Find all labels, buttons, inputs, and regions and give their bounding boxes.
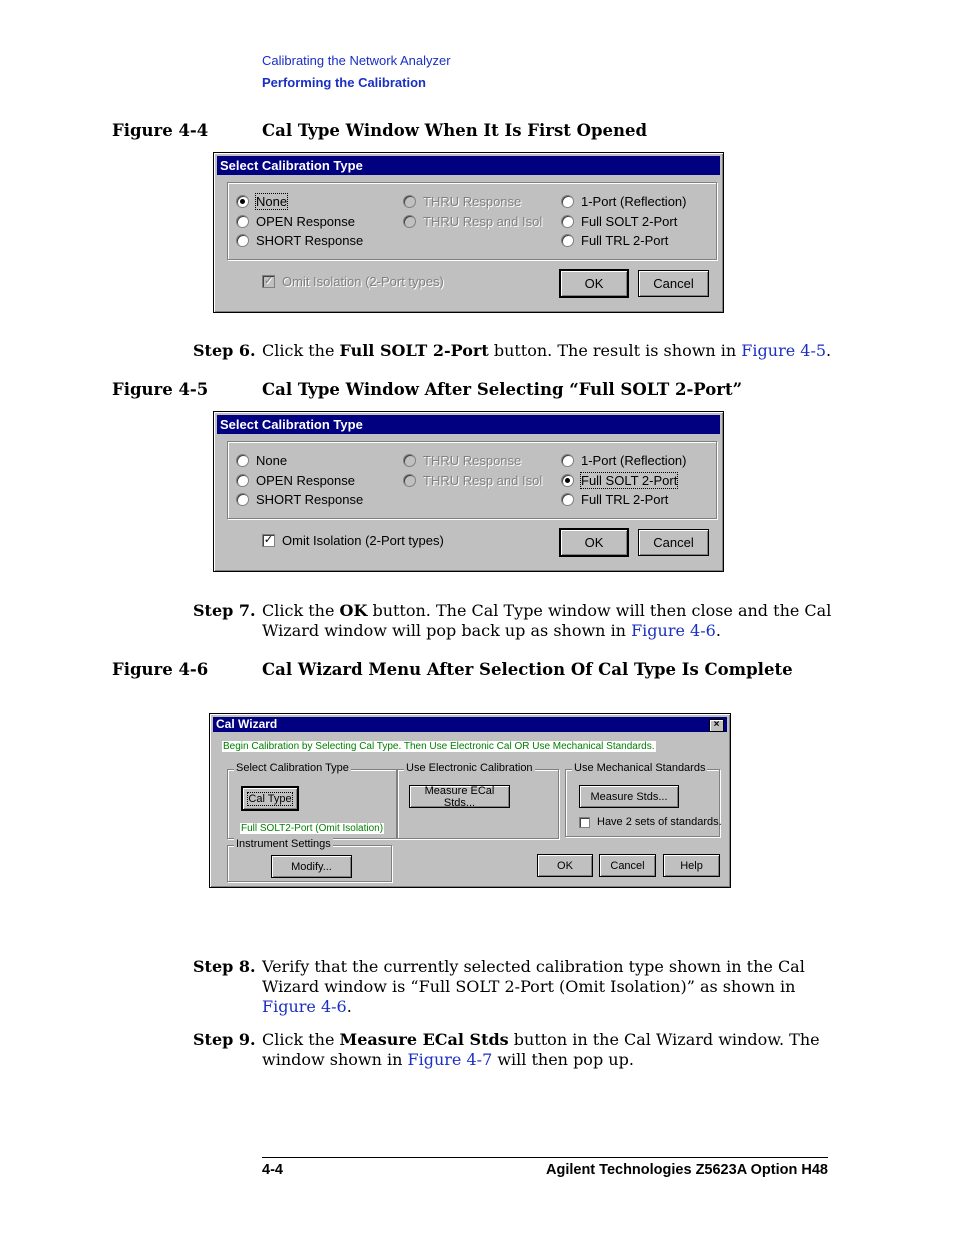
radio-icon — [561, 215, 574, 228]
check-icon: ✓ — [263, 534, 274, 546]
ok-button[interactable]: OK — [559, 269, 629, 298]
radio-full-trl[interactable]: Full TRL 2-Port — [561, 233, 668, 248]
instrument-settings-group: Instrument Settings Modify... — [227, 845, 392, 882]
cancel-button[interactable]: Cancel — [638, 270, 709, 297]
footer-rule — [262, 1157, 828, 1158]
omit-isolation-checkbox[interactable]: ✓ Omit Isolation (2-Port types) — [263, 533, 444, 548]
instruction-text: Begin Calibration by Selecting Cal Type. Then Use Electronic Cal OR Use Mechanical Standards. — [223, 741, 655, 752]
modify-button[interactable]: Modify... — [271, 855, 352, 878]
radio-thru-response: THRU Response — [403, 453, 521, 468]
radio-icon — [403, 474, 416, 487]
figure-caption — [112, 380, 743, 399]
figure-title: Cal Type Window After Selecting “Full SOLT 2-Port” — [262, 380, 743, 399]
measure-stds-button[interactable]: Measure Stds... — [579, 785, 679, 808]
figure-link[interactable]: Figure 4-6 — [631, 621, 716, 640]
mechanical-standards-group: Use Mechanical Standards Measure Stds... Have 2 sets of standards. — [565, 769, 720, 837]
figure-number: Figure 4-6 — [112, 660, 209, 679]
step-6: Step 6. Click the Full SOLT 2-Port button. The result is shown in Figure 4-5. — [193, 341, 832, 360]
step-9: Step 9. Click the Measure ECal Stds button in the Cal Wizard window. The window shown in Figure 4-7 will then pop up. — [193, 1030, 820, 1069]
radio-1-port[interactable]: 1-Port (Reflection) — [561, 453, 686, 468]
cal-type-button[interactable]: Cal Type — [241, 786, 299, 811]
radio-full-trl[interactable]: Full TRL 2-Port — [561, 492, 668, 507]
radio-thru-resp-isol: THRU Resp and Isol — [403, 214, 542, 229]
figure-title: Cal Type Window When It Is First Opened — [262, 121, 648, 140]
footer-product: Agilent Technologies Z5623A Option H48 — [546, 1162, 828, 1178]
header-subsection: Performing the Calibration — [262, 75, 426, 90]
electronic-cal-group: Use Electronic Calibration Measure ECal Stds... — [397, 769, 559, 839]
radio-selected-icon — [561, 474, 574, 487]
cancel-button[interactable]: Cancel — [599, 854, 656, 877]
radio-open-response[interactable]: OPEN Response — [236, 214, 355, 229]
figure-number: Figure 4-5 — [112, 380, 209, 399]
radio-full-solt[interactable]: Full SOLT 2-Port — [561, 214, 677, 229]
check-icon: ✓ — [263, 275, 274, 287]
radio-icon — [236, 215, 249, 228]
dialog-title: Select Calibration Type — [217, 415, 720, 434]
radio-1-port[interactable]: 1-Port (Reflection) — [561, 194, 686, 209]
radio-none[interactable]: None — [236, 453, 287, 468]
dialog-title: Cal Wizard × — [213, 717, 727, 732]
cal-type-dialog-solt — [213, 411, 724, 572]
radio-thru-resp-isol: THRU Resp and Isol — [403, 473, 542, 488]
cal-type-dialog-initial — [213, 152, 724, 313]
two-sets-checkbox[interactable]: Have 2 sets of standards. — [579, 816, 722, 828]
measure-ecal-button[interactable]: Measure ECal Stds... — [409, 785, 510, 808]
close-icon[interactable]: × — [709, 719, 724, 732]
radio-short-response[interactable]: SHORT Response — [236, 492, 363, 507]
radio-icon — [403, 454, 416, 467]
select-cal-type-group: Select Calibration Type Cal Type Full SOLT2-Port (Omit Isolation) — [227, 769, 397, 839]
radio-icon — [561, 454, 574, 467]
radio-short-response[interactable]: SHORT Response — [236, 233, 363, 248]
radio-icon — [236, 474, 249, 487]
radio-icon — [561, 195, 574, 208]
radio-icon — [236, 493, 249, 506]
radio-none[interactable]: None — [236, 194, 287, 209]
ok-button[interactable]: OK — [559, 528, 629, 557]
figure-number: Figure 4-4 — [112, 121, 209, 140]
radio-icon — [236, 454, 249, 467]
radio-open-response[interactable]: OPEN Response — [236, 473, 355, 488]
radio-full-solt[interactable]: Full SOLT 2-Port — [561, 473, 677, 488]
figure-caption — [112, 660, 793, 679]
radio-icon — [236, 234, 249, 247]
dialog-title: Select Calibration Type — [217, 156, 720, 175]
omit-isolation-checkbox: ✓ Omit Isolation (2-Port types) — [263, 274, 444, 289]
figure-caption — [112, 121, 648, 140]
figure-link[interactable]: Figure 4-6 — [262, 997, 347, 1016]
step-7: Step 7. Click the OK button. The Cal Type window will then close and the Cal Wizard window will pop back up as shown in Figure 4-6. — [193, 601, 832, 640]
checkbox-icon — [579, 817, 590, 828]
radio-thru-response: THRU Response — [403, 194, 521, 209]
radio-icon — [403, 215, 416, 228]
radio-icon — [403, 195, 416, 208]
page-number: 4-4 — [262, 1162, 283, 1178]
ok-button[interactable]: OK — [537, 854, 593, 877]
radio-icon — [561, 234, 574, 247]
radio-icon — [561, 493, 574, 506]
help-button[interactable]: Help — [663, 854, 720, 877]
step-8: Step 8. Verify that the currently selected calibration type shown in the Cal Wizard window is “Full SOLT 2-Port (Omit Isolation)” as shown in Figure 4-6. — [193, 957, 805, 1016]
figure-link[interactable]: Figure 4-7 — [407, 1050, 493, 1069]
radio-selected-icon — [236, 195, 249, 208]
header-section: Calibrating the Network Analyzer — [262, 53, 451, 68]
figure-link[interactable]: Figure 4-5 — [741, 341, 827, 360]
figure-title: Cal Wizard Menu After Selection Of Cal Type Is Complete — [262, 660, 793, 679]
selected-cal-type: Full SOLT2-Port (Omit Isolation) — [241, 823, 384, 834]
cancel-button[interactable]: Cancel — [638, 529, 709, 556]
cal-wizard-dialog — [209, 713, 731, 888]
